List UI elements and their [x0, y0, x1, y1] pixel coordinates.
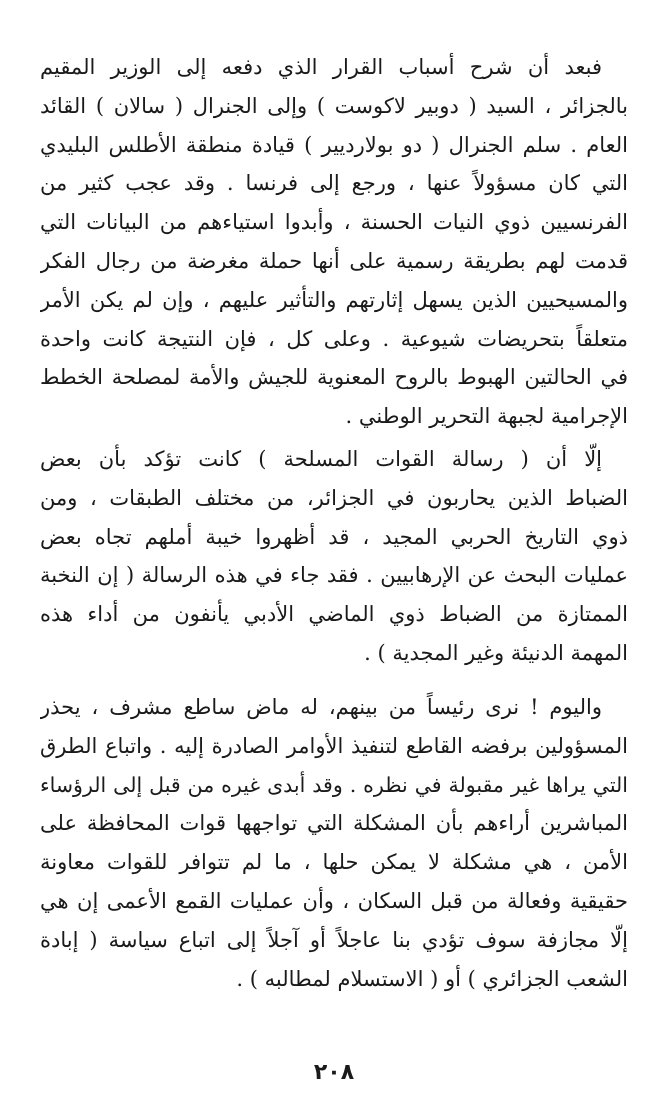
text-line: واليوم ! نرى رئيساً من بينهم، له ماض ساطع مشرف ، يحذر: [40, 695, 602, 719]
text-line: متعلقاً بتحريضات شيوعية . وعلى كل ، فإن النتيجة كانت واحدة: [40, 326, 628, 351]
text-line: والمسيحيين الذين يسهل إثارتهم والتأثير عليهم ، وإن لم يكن الأمر: [40, 287, 628, 312]
text-line: التي يراها غير مقبولة في نظره . وقد أبدى غيره من قبل إلى الرؤساء: [40, 772, 628, 797]
text-line: الإجرامية لجبهة التحرير الوطني .: [345, 404, 628, 429]
text-line: الضباط الذين يحاربون في الجزائر، من مختلف الطبقات ، ومن: [40, 485, 628, 510]
text-line: المهمة الدنيئة وغير المجدية ) .: [364, 640, 628, 665]
text-line: المسؤولين برفضه القاطع لتنفيذ الأوامر الصادرة إليه . واتباع الطرق: [40, 733, 628, 758]
text-line: بالجزائر ، السيد ( دوبير لاكوست ) وإلى الجنرال ( سالان ) القائد: [40, 93, 628, 118]
text-line: ذوي التاريخ الحربي المجيد ، قد أظهروا خيبة أملهم تجاه بعض: [40, 524, 628, 549]
text-line: الأمن ، هي مشكلة لا يمكن حلها ، ما لم تتوافر للقوات معاونة: [40, 850, 628, 875]
book-page: [40, 48, 628, 1085]
paragraph-1: [40, 48, 628, 436]
text-line: العام . سلم الجنرال ( دو بولارديير ) قيادة منطقة الأطلس البليدي: [40, 132, 628, 157]
text-line: المباشرين أراءهم بأن المشكلة التي تواجهها قوات المحافظة على: [40, 811, 628, 836]
text-line: الفرنسيين ذوي النيات الحسنة ، وأبدوا استياءهم من البيانات التي: [40, 210, 628, 235]
page-number: ٢٠٨: [313, 1060, 355, 1085]
paragraph-3: [40, 688, 628, 998]
text-line: الشعب الجزائري ) أو ( الاستسلام لمطالبه ) .: [236, 966, 628, 991]
text-line: فبعد أن شرح أسباب القرار الذي دفعه إلى الوزير المقيم: [40, 55, 602, 79]
text-line: إلّا أن ( رسالة القوات المسلحة ) كانت تؤكد بأن بعض: [40, 447, 602, 471]
text-line: في الحالتين الهبوط بالروح المعنوية للجيش والأمة لمصلحة الخطط: [40, 365, 628, 390]
text-line: قدمت لهم بطريقة رسمية على أنها حملة مغرضة من رجال الفكر: [40, 248, 628, 273]
text-line: عمليات البحث عن الإرهابيين . فقد جاء في هذه الرسالة ( إن النخبة: [40, 563, 628, 588]
paragraph-2: [40, 440, 628, 673]
text-line: حقيقية وفعالة من قبل السكان ، وأن عمليات القمع الأعمى إن هي: [40, 888, 628, 913]
text-line: إلّا مجازفة سوف تؤدي بنا عاجلاً أو آجلاً إلى اتباع سياسة ( إبادة: [40, 927, 628, 952]
text-line: التي كان مسؤولاً عنها ، ورجع إلى فرنسا . وقد عجب كثير من: [40, 171, 628, 196]
text-line: الممتازة من الضباط ذوي الماضي الأدبي يأنفون من أداء هذه: [40, 602, 628, 627]
